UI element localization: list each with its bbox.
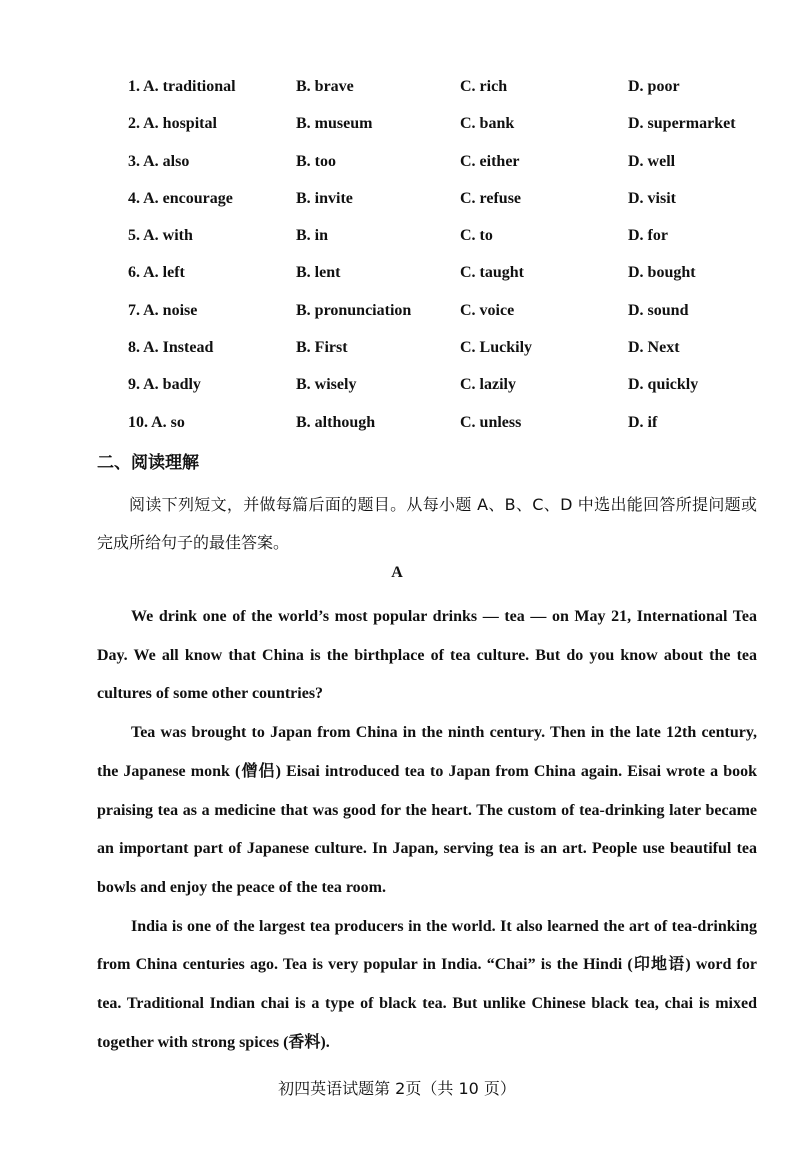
option-c: C. bank xyxy=(460,115,515,133)
section-heading: 二、阅读理解 xyxy=(97,453,199,473)
section-instruction: 阅读下列短文，并做每篇后面的题目。从每小题 A、B、C、D 中选出能回答所提问题或完成所给句子的最佳答案。 xyxy=(97,495,757,552)
option-row xyxy=(128,298,768,335)
option-d: D. sound xyxy=(628,301,689,319)
option-c: C. either xyxy=(460,152,520,170)
option-d: D. supermarket xyxy=(628,115,736,133)
option-d: D. bought xyxy=(628,264,696,282)
option-row xyxy=(128,186,768,223)
option-a: 3. A. also xyxy=(128,152,190,170)
option-d: D. visit xyxy=(628,189,676,207)
passage-paragraph: India is one of the largest tea producers in the world. It also learned the art of tea-drinking from China centuries ago. Tea is very popular in India. “Chai” is the Hindi (印地语) word for tea. Traditional Indian chai is a type of black tea. But unlike Chinese black tea, chai is mixed together with strong spices (香料). xyxy=(97,917,757,1051)
option-a: 10. A. so xyxy=(128,413,185,431)
option-a: 2. A. hospital xyxy=(128,115,217,133)
passage-paragraph: Tea was brought to Japan from China in the ninth century. Then in the late 12th century, the Japanese monk (僧侣) Eisai introduced tea to Japan from China again. Eisai wrote a book praising tea as a medicine that was good for the heart. The custom of tea-drinking later became an important part of Japanese culture. In Japan, serving tea is an art. People use beautiful tea bowls and enjoy the peace of the tea room. xyxy=(97,724,757,896)
option-row xyxy=(128,410,768,447)
option-a: 4. A. encourage xyxy=(128,189,233,207)
option-d: D. quickly xyxy=(628,376,699,394)
passage-label: A xyxy=(391,564,403,581)
option-row xyxy=(128,111,768,148)
option-b: B. First xyxy=(296,339,348,357)
option-row xyxy=(128,260,768,297)
option-a: 7. A. noise xyxy=(128,301,198,319)
option-row xyxy=(128,335,768,372)
option-a: 6. A. left xyxy=(128,264,185,282)
option-c: C. refuse xyxy=(460,189,522,207)
option-c: C. to xyxy=(460,227,493,245)
option-c: C. taught xyxy=(460,264,525,282)
option-b: B. lent xyxy=(296,264,341,282)
option-a: 1. A. traditional xyxy=(128,78,236,95)
option-b: B. too xyxy=(296,152,336,170)
option-row xyxy=(128,149,768,186)
option-d: D. Next xyxy=(628,339,680,357)
option-c: C. rich xyxy=(460,78,508,95)
passage-body xyxy=(97,598,757,1062)
option-a: 8. A. Instead xyxy=(128,339,214,357)
passage-paragraph: We drink one of the world’s most popular drinks — tea — on May 21, International Tea Day. We all know that China is the birthplace of tea culture. But do you know about the tea cultures of some other countries? xyxy=(97,608,757,703)
option-b: B. museum xyxy=(296,115,373,133)
option-a: 9. A. badly xyxy=(128,376,201,394)
option-list xyxy=(128,74,768,447)
option-c: C. unless xyxy=(460,413,522,431)
option-d: D. if xyxy=(628,413,658,431)
option-b: B. wisely xyxy=(296,376,357,394)
option-b: B. in xyxy=(296,227,329,245)
option-row xyxy=(128,372,768,409)
option-b: B. although xyxy=(296,413,376,431)
option-a: 5. A. with xyxy=(128,227,193,245)
option-c: C. voice xyxy=(460,301,515,319)
option-d: D. for xyxy=(628,227,668,245)
option-row xyxy=(128,223,768,260)
option-row xyxy=(128,74,768,111)
option-c: C. lazily xyxy=(460,376,516,394)
page-footer: 初四英语试题第 2页（共 10 页） xyxy=(278,1079,516,1098)
option-b: B. brave xyxy=(296,78,354,95)
option-d: D. well xyxy=(628,152,676,170)
option-c: C. Luckily xyxy=(460,339,533,357)
option-b: B. invite xyxy=(296,189,353,207)
option-b: B. pronunciation xyxy=(296,301,412,319)
option-d: D. poor xyxy=(628,78,680,95)
